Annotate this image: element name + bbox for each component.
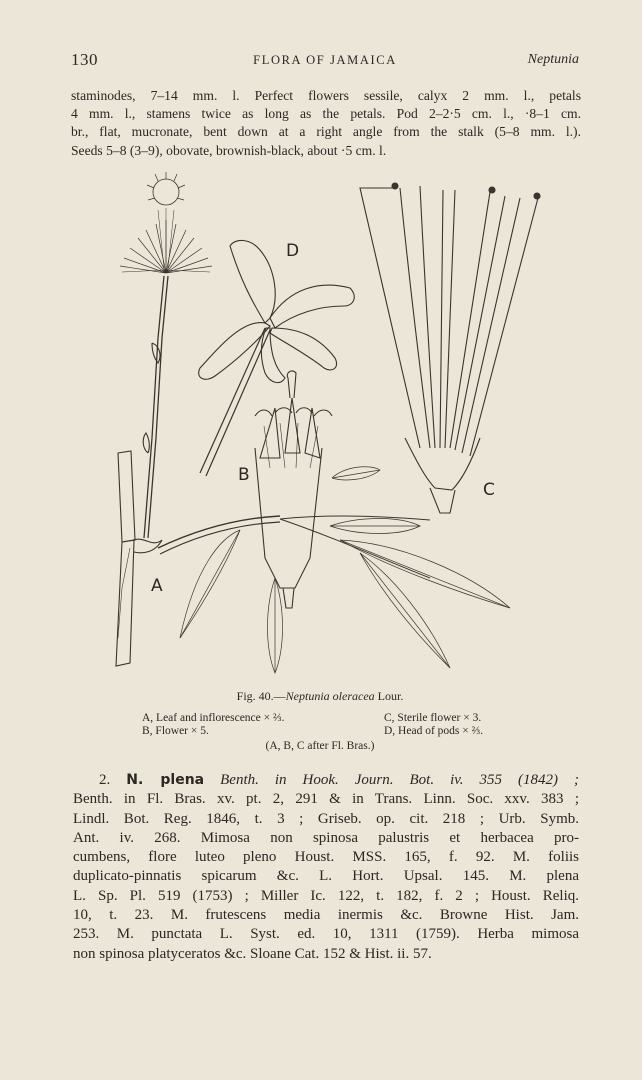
legend-item: C, Sterile flower × 3. [384,711,482,724]
running-genus: Neptunia [527,52,579,67]
description-paragraph [71,87,581,160]
legend-item: D, Head of pods × ⅔. [384,725,484,737]
entry-line: 10, t. 23. M. frutescens media inermis &c. Browne Hist. Jam. [73,907,579,924]
figure-part-b [255,371,332,608]
figure-part-a [116,172,430,666]
figure-letter-d: D [286,241,300,261]
entry-line: Lindl. Bot. Reg. 1846, t. 3 ; Griseb. op. cit. 218 ; Urb. Symb. [73,810,579,827]
figure-part-d [199,240,355,476]
description-line: 4 mm. l., stamens twice as long as the petals. Pod 2–2·5 cm. l., ·8–1 cm. [71,106,581,122]
inflorescence-head [120,172,212,273]
legend-item: B, Flower × 5. [142,725,209,737]
description-line: Seeds 5–8 (3–9), obovate, brownish-black, about ·5 cm. l. [71,142,387,158]
page-number: 130 [71,50,98,69]
leaf-pinnae [180,467,510,673]
entry-line: non spinosa platyceratos &c. Sloane Cat. 152 & Hist. ii. 57. [73,945,432,962]
entry-line: Benth. in Fl. Bras. xv. pt. 2, 291 & in Trans. Linn. Soc. xxv. 383 ; [73,791,579,808]
entry-line: duplicato-pinnatis spicarum &c. L. Hort. Upsal. 145. M. plena [73,868,579,885]
species-entry [73,771,579,964]
legend-item: A, Leaf and inflorescence × ⅔. [142,711,285,724]
caption-legend [130,712,510,739]
caption-author: Lour. [374,689,404,703]
entry-citation: Benth. in Hook. Journ. Bot. iv. 355 (1842) ; [220,772,580,788]
caption-species: Neptunia oleracea [285,689,375,703]
botanical-illustration [100,168,550,683]
entry-number: 2. [99,772,111,788]
figure-caption [130,690,510,753]
caption-credit: (A, B, C after Fl. Bras.) [265,739,375,752]
figure-part-c [360,183,540,513]
caption-title [130,690,510,704]
description-line: br., flat, mucronate, bent down at a right angle from the stalk (5–8 mm. l.). [71,124,581,140]
entry-line: 253. M. punctata L. Syst. ed. 10, 1311 (1759). Herba mimosa [73,926,579,943]
figure-letter-b: B [238,465,250,485]
figure-letter-c: C [483,480,495,500]
description-line: staminodes, 7–14 mm. l. Perfect flowers sessile, calyx 2 mm. l., petals [71,88,581,103]
entry-line: Ant. iv. 268. Mimosa non spinosa palustris et herbacea pro- [73,829,579,846]
running-head [71,50,579,72]
illustration-svg [100,168,550,683]
entry-line: cumbens, flore luteo pleno Houst. MSS. 165, f. 92. M. foliis [73,849,579,866]
entry-species-name: N. plena [126,772,205,788]
entry-line [73,771,579,790]
figure-letter-a: A [151,576,163,596]
entry-line: L. Sp. Pl. 519 (1753) ; Miller Ic. 122, t. 182, f. 2 ; Houst. Reliq. [73,887,579,904]
running-title: FLORA OF JAMAICA [253,53,397,67]
caption-prefix: Fig. 40.— [236,689,286,703]
